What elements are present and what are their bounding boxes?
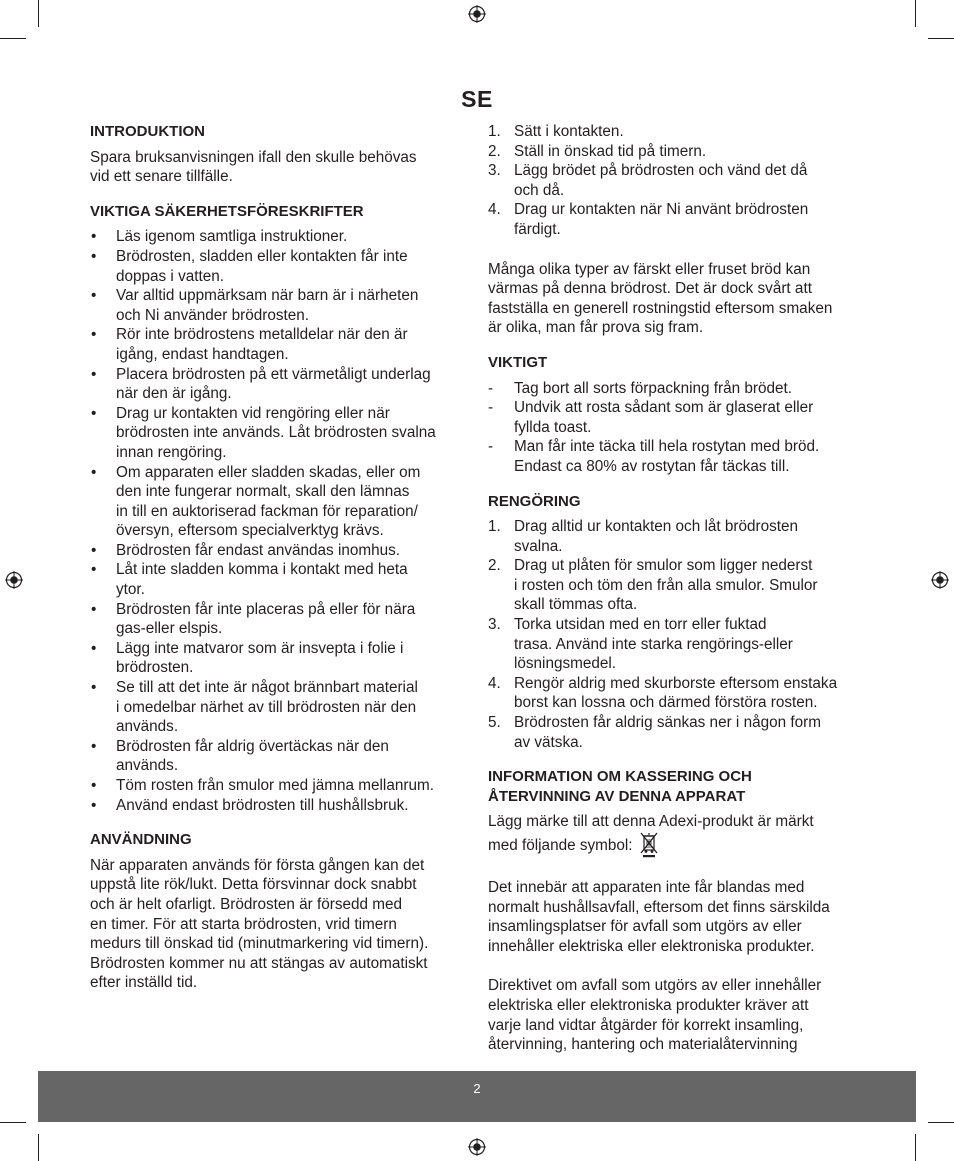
registration-mark-icon: [5, 571, 23, 589]
text-line: Rör inte brödrostens metalldelar när den är: [116, 326, 408, 344]
text-line: Rengör aldrig med skurborste eftersom enstaka: [514, 674, 838, 692]
text-line: Läs igenom samtliga instruktioner.: [116, 228, 348, 246]
text-line: och är helt ofarligt. Brödrosten är försedd med: [90, 895, 403, 913]
bread-note-paragraph: [488, 260, 873, 338]
text-line: skall tömmas ofta.: [514, 596, 638, 614]
safety-item: [90, 796, 470, 816]
disposal-paragraph-2: [488, 976, 873, 1054]
heading-line: ÅTERVINNING AV DENNA APPARAT: [488, 787, 746, 805]
text-line: Låt inte sladden komma i kontakt med heta: [116, 561, 408, 579]
text-line: innehåller elektriska eller elektroniska produkter.: [488, 937, 815, 955]
crop-mark: [0, 38, 26, 39]
important-item: [488, 379, 873, 399]
text-line: Direktivet om avfall som utgörs av eller innehåller: [488, 977, 822, 995]
dash-marker: -: [488, 438, 494, 456]
text-line: ytor.: [116, 581, 145, 599]
text-line: Brödrosten kommer nu att stängas av automatiskt: [90, 954, 428, 972]
text-line: färdigt.: [514, 220, 561, 238]
cleaning-step: [488, 713, 873, 752]
text-line: doppas i vatten.: [116, 267, 225, 285]
page-number: 2: [473, 1081, 481, 1096]
safety-item: [90, 286, 470, 325]
cleaning-step: [488, 615, 873, 674]
safety-item: [90, 404, 470, 463]
step-number: 4.: [488, 674, 501, 692]
bullet-icon: •: [91, 600, 97, 618]
bullet-icon: •: [91, 796, 97, 814]
text-line: och då.: [514, 181, 565, 199]
text-line: Ställ in önskad tid på timern.: [514, 142, 707, 160]
text-line: Brödrosten, sladden eller kontakten får inte: [116, 247, 408, 265]
text-line: Se till att det inte är något brännbart material: [116, 679, 418, 697]
text-line: används.: [116, 718, 179, 736]
bullet-icon: •: [91, 541, 97, 559]
text-line: av vätska.: [514, 733, 583, 751]
step-number: 3.: [488, 162, 501, 180]
crop-mark: [915, 1134, 916, 1161]
text-line: svalna.: [514, 537, 563, 555]
important-heading: VIKTIGT: [488, 353, 548, 371]
safety-item: [90, 776, 470, 796]
text-line: Man får inte täcka till hela rostytan med bröd.: [514, 438, 820, 456]
bullet-icon: •: [91, 777, 97, 794]
text-line: Töm rosten från smulor med jämna mellanrum.: [116, 777, 434, 794]
text-line: insamlingsplatser för avfall som utgörs av eller: [488, 918, 802, 936]
text-line: Placera brödrosten på ett värmetåligt underlag: [116, 365, 431, 383]
text-line: Drag alltid ur kontakten och låt brödrosten: [514, 518, 799, 536]
text-line: Brödrosten får endast användas inomhus.: [116, 541, 401, 559]
text-line: brödrosten inte används. Låt brödrosten svalna: [116, 424, 436, 442]
step-number: 1.: [488, 123, 501, 140]
language-code-title: SE: [461, 86, 493, 112]
bullet-icon: •: [91, 404, 97, 422]
safety-item: [90, 247, 470, 286]
text-line: fastställa en generell rostningstid eftersom smaken: [488, 299, 833, 317]
text-line: lösningsmedel.: [514, 655, 617, 673]
text-line: används.: [116, 757, 179, 775]
footer-bar: [38, 1071, 916, 1122]
bullet-icon: •: [91, 463, 97, 481]
bullet-icon: •: [91, 247, 97, 265]
important-item: [488, 398, 873, 437]
bullet-icon: •: [91, 326, 97, 344]
text-line: den inte fungerar normalt, skall den lämnas: [116, 483, 410, 501]
text-line: Spara bruksanvisningen ifall den skulle behövas: [90, 148, 417, 166]
text-line: [488, 832, 873, 858]
safety-item: [90, 639, 470, 678]
text-line: Torka utsidan med en torr eller fuktad: [514, 616, 767, 634]
cleaning-step: [488, 674, 873, 713]
text-line: Var alltid uppmärksam när barn är i närheten: [116, 287, 419, 305]
safety-item: [90, 227, 470, 247]
text-line: varje land vidtar åtgärder för korrekt insamling,: [488, 1016, 804, 1034]
bullet-icon: •: [91, 561, 97, 579]
text-line: trasa. Använd inte starka rengörings-eller: [514, 635, 793, 653]
safety-item: [90, 678, 470, 737]
disposal-paragraph-1: [488, 878, 873, 956]
usage-steps-list: [488, 122, 873, 240]
cleaning-list: [488, 517, 873, 752]
text-line: Drag ut plåten för smulor som ligger nederst: [514, 557, 813, 575]
usage-step: [488, 142, 873, 162]
disposal-heading: [488, 767, 873, 806]
crop-mark: [38, 0, 39, 27]
step-number: 4.: [488, 201, 501, 219]
text-line: fyllda toast.: [514, 418, 592, 436]
text-line: återvinning, hantering och materialåtervinning: [488, 1036, 798, 1054]
text-line: Endast ca 80% av rostytan får täckas till.: [514, 457, 790, 475]
text-line: innan rengöring.: [116, 443, 227, 461]
text-line: igång, endast handtagen.: [116, 345, 289, 363]
safety-item: [90, 463, 470, 541]
important-item: [488, 437, 873, 476]
left-column: [90, 122, 470, 993]
step-number: 3.: [488, 616, 501, 634]
text-line: översyn, eftersom specialverktyg krävs.: [116, 522, 384, 540]
dash-marker: -: [488, 379, 494, 397]
crop-mark: [38, 1134, 39, 1161]
safety-item: [90, 541, 470, 561]
text-line: är olika, man får prova sig fram.: [488, 319, 704, 337]
text-line: Använd endast brödrosten till hushållsbruk.: [116, 796, 409, 814]
registration-mark-icon: [931, 571, 949, 589]
text-line: elektriska eller elektroniska produkter kräver att: [488, 996, 809, 1014]
safety-item: [90, 560, 470, 599]
text-line: medurs till önskad tid (minutmarkering vid timern).: [90, 935, 429, 953]
bullet-icon: •: [91, 639, 97, 657]
text-line: Drag ur kontakten vid rengöring eller när: [116, 404, 390, 422]
text-line: Lägg märke till att denna Adexi-produkt är märkt: [488, 813, 814, 831]
crop-mark: [928, 38, 954, 39]
bullet-icon: •: [91, 365, 97, 383]
text-line: Många olika typer av färskt eller fruset bröd kan: [488, 260, 811, 278]
text-line: Brödrosten får aldrig övertäckas när den: [116, 737, 389, 755]
bullet-icon: •: [91, 287, 97, 305]
text-line: gas-eller elspis.: [116, 620, 223, 638]
registration-mark-icon: [468, 5, 486, 23]
registration-mark-icon: [468, 1138, 486, 1156]
safety-item: [90, 737, 470, 776]
text-line: när den är igång.: [116, 385, 232, 403]
text-fragment: med följande symbol:: [488, 837, 633, 854]
text-line: uppstå lite rök/lukt. Detta försvinnar dock snabbt: [90, 876, 417, 894]
heading-line: INFORMATION OM KASSERING OCH: [488, 768, 752, 786]
safety-item: [90, 600, 470, 639]
step-number: 2.: [488, 557, 501, 575]
bullet-icon: •: [91, 737, 97, 755]
bullet-icon: •: [91, 679, 97, 697]
text-line: Brödrosten får inte placeras på eller för nära: [116, 600, 416, 618]
text-line: in till en auktoriserad fackman för reparation/: [116, 502, 418, 520]
text-line: i omedelbar närhet av till brödrosten när den: [116, 698, 417, 716]
crop-mark: [915, 0, 916, 27]
usage-heading: ANVÄNDNING: [90, 831, 192, 849]
step-number: 1.: [488, 518, 501, 536]
usage-paragraph: [90, 856, 470, 993]
crop-mark: [0, 1122, 26, 1123]
usage-step: [488, 200, 873, 239]
text-line: och Ni använder brödrosten.: [116, 306, 310, 324]
crop-mark: [928, 1122, 954, 1123]
step-number: 5.: [488, 714, 501, 732]
text-line: Lägg brödet på brödrosten och vänd det då: [514, 162, 808, 180]
cleaning-heading: RENGÖRING: [488, 492, 581, 510]
text-line: Brödrosten får aldrig sänkas ner i någon form: [514, 714, 821, 732]
bullet-icon: •: [91, 228, 97, 246]
important-list: [488, 379, 873, 477]
text-line: Om apparaten eller sladden skadas, eller om: [116, 463, 421, 481]
dash-marker: -: [488, 399, 494, 417]
text-line: Sätt i kontakten.: [514, 123, 624, 140]
intro-paragraph: [90, 148, 470, 187]
text-line: en timer. För att starta brödrosten, vrid timern: [90, 915, 397, 933]
crossed-out-wheelie-bin-icon: [639, 832, 659, 858]
usage-step: [488, 161, 873, 200]
usage-step: [488, 122, 873, 142]
text-line: efter inställd tid.: [90, 974, 198, 992]
text-line: Det innebär att apparaten inte får blandas med: [488, 879, 805, 896]
text-line: Lägg inte matvaror som är insvepta i folie i: [116, 639, 404, 657]
text-line: värmas på denna brödrost. Det är dock svårt att: [488, 280, 812, 298]
safety-list: [90, 227, 470, 815]
intro-heading: INTRODUKTION: [90, 123, 205, 140]
text-line: Undvik att rosta sådant som är glaserat eller: [514, 399, 814, 417]
text-line: normalt hushållsavfall, eftersom det finns särskilda: [488, 898, 830, 916]
safety-heading: VIKTIGA SÄKERHETSFÖRESKRIFTER: [90, 202, 364, 220]
cleaning-step: [488, 517, 873, 556]
step-number: 2.: [488, 142, 501, 160]
text-line: brödrosten.: [116, 659, 194, 677]
cleaning-step: [488, 556, 873, 615]
text-line: i rosten och töm den från alla smulor. Smulor: [514, 576, 818, 594]
text-line: borst kan lossna och därmed förstöra rosten.: [514, 694, 818, 712]
safety-item: [90, 365, 470, 404]
symbol-intro-paragraph: [488, 812, 873, 858]
safety-item: [90, 325, 470, 364]
text-line: Tag bort all sorts förpackning från brödet.: [514, 379, 793, 397]
text-line: vid ett senare tillfälle.: [90, 168, 233, 186]
right-column: [488, 122, 873, 1055]
text-line: När apparaten används för första gången kan det: [90, 856, 425, 874]
text-line: Drag ur kontakten när Ni använt brödrosten: [514, 201, 809, 219]
